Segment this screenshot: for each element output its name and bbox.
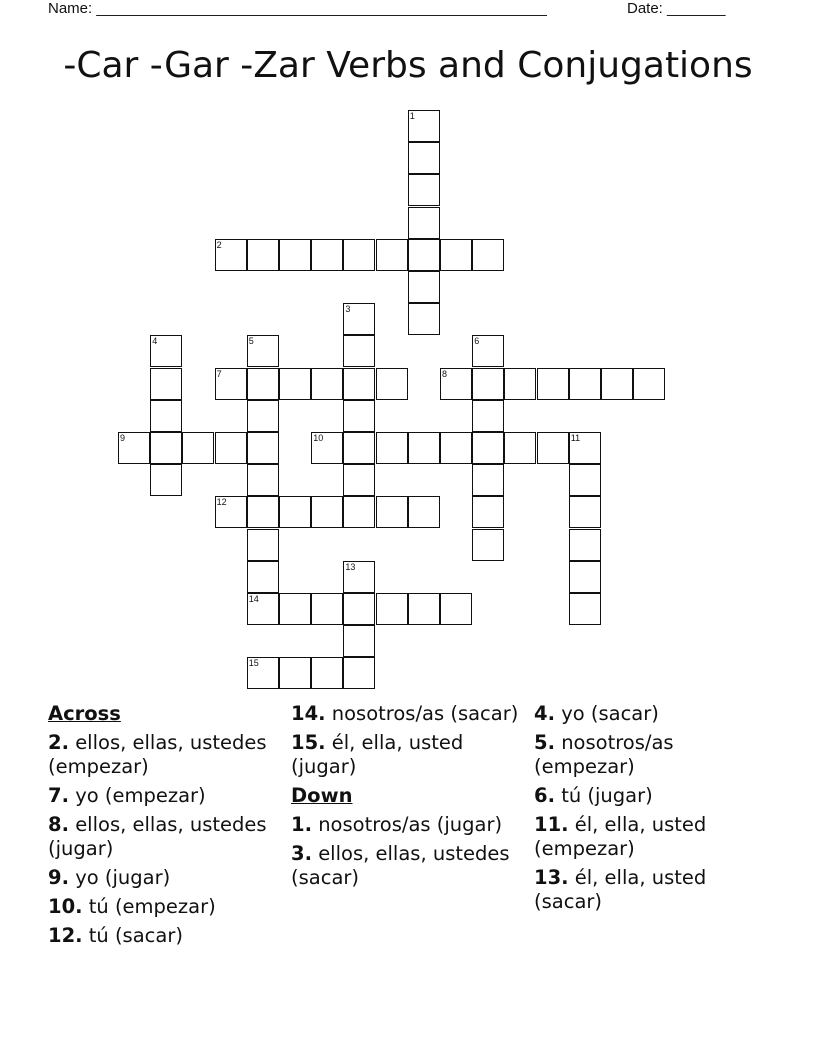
date-field-label: Date: _______ [627,0,726,17]
grid-cell[interactable] [343,368,375,400]
clue-number: 14 [248,594,259,604]
grid-cell[interactable] [376,239,408,271]
grid-cell[interactable] [247,368,279,400]
clue-number: 3 [345,304,351,315]
grid-cell[interactable] [633,368,665,400]
clue-across-14: 14. nosotros/as (sacar) [291,702,519,725]
grid-cell[interactable] [343,657,375,689]
grid-cell[interactable] [408,174,440,206]
grid-cell[interactable] [215,368,247,400]
grid-cell[interactable] [311,496,343,528]
grid-cell[interactable] [601,368,633,400]
grid-cell[interactable] [150,464,182,496]
across-heading: Across [48,702,121,725]
clue-number: 9 [120,433,126,443]
clue-down-5: 5. nosotros/as (empezar) [534,731,674,778]
clue-down-4: 4. yo (sacar) [534,702,659,725]
grid-cell[interactable] [569,529,601,561]
clue-number: 2 [216,239,222,250]
grid-cell[interactable] [343,625,375,657]
clue-down-11: 11. él, ella, usted (empezar) [534,813,707,860]
clue-number: 15 [248,658,259,669]
grid-cell[interactable] [537,368,569,400]
grid-cell[interactable] [311,239,343,271]
grid-cell[interactable] [343,432,375,464]
grid-cell[interactable] [343,464,375,496]
grid-cell[interactable] [408,142,440,174]
grid-cell[interactable] [247,496,279,528]
clue-down-1: 1. nosotros/as (jugar) [291,813,503,836]
grid-cell[interactable] [311,657,343,689]
grid-cell[interactable] [408,593,440,625]
grid-cell[interactable] [247,593,279,625]
grid-cell[interactable] [247,400,279,432]
down-heading: Down [291,784,353,807]
clue-across-15: 15. él, ella, usted (jugar) [291,731,464,778]
grid-cell[interactable] [118,432,150,464]
grid-cell[interactable] [215,496,247,528]
grid-cell[interactable] [408,110,440,142]
grid-cell[interactable] [343,561,375,593]
clue-across-8: 8. ellos, ellas, ustedes (jugar) [48,813,267,860]
grid-cell[interactable] [376,496,408,528]
clue-across-7: 7. yo (empezar) [48,784,206,807]
page-title: -Car -Gar -Zar Verbs and Conjugations [63,45,753,86]
grid-cell[interactable] [215,432,247,464]
grid-cell[interactable] [569,496,601,528]
grid-cell[interactable] [150,368,182,400]
grid-cell[interactable] [247,529,279,561]
grid-cell[interactable] [343,496,375,528]
grid-cell[interactable] [408,207,440,239]
grid-cell[interactable] [215,239,247,271]
grid-cell[interactable] [247,432,279,464]
grid-cell[interactable] [247,335,279,367]
grid-cell[interactable] [343,400,375,432]
clues-column-3 [534,702,774,919]
grid-cell[interactable] [472,400,504,432]
grid-cell[interactable] [247,561,279,593]
grid-cell[interactable] [150,335,182,367]
grid-cell[interactable] [440,368,472,400]
clue-across-2: 2. ellos, ellas, ustedes (empezar) [48,731,267,778]
grid-cell[interactable] [343,593,375,625]
grid-cell[interactable] [311,432,343,464]
clue-down-6: 6. tú (jugar) [534,784,653,807]
clue-across-9: 9. yo (jugar) [48,866,171,889]
grid-cell[interactable] [247,464,279,496]
grid-cell[interactable] [279,657,311,689]
grid-cell[interactable] [569,432,601,464]
grid-cell[interactable] [537,432,569,464]
grid-cell[interactable] [376,593,408,625]
clues-column-1 [48,702,288,953]
grid-cell[interactable] [569,561,601,593]
grid-cell[interactable] [150,400,182,432]
clue-number: 1 [409,111,415,121]
clue-down-13: 13. él, ella, usted (sacar) [534,866,707,913]
grid-cell[interactable] [408,432,440,464]
clues-column-2 [291,702,531,895]
clue-number: 7 [216,368,222,379]
clue-number: 4 [152,336,158,347]
grid-cell[interactable] [182,432,214,464]
grid-cell[interactable] [408,239,440,271]
grid-cell[interactable] [343,335,375,367]
grid-cell[interactable] [247,239,279,271]
grid-cell[interactable] [247,657,279,689]
grid-cell[interactable] [408,303,440,335]
clue-number: 13 [345,561,356,572]
grid-cell[interactable] [343,303,375,335]
grid-cell[interactable] [279,496,311,528]
clue-down-3: 3. ellos, ellas, ustedes (sacar) [291,842,510,889]
clue-across-12: 12. tú (sacar) [48,924,183,947]
grid-cell[interactable] [376,432,408,464]
clue-number: 12 [216,497,227,508]
grid-cell[interactable] [343,239,375,271]
grid-cell[interactable] [472,239,504,271]
clue-across-10: 10. tú (empezar) [48,895,216,918]
clue-number: 11 [570,433,581,443]
grid-cell[interactable] [150,432,182,464]
grid-cell[interactable] [472,432,504,464]
grid-cell[interactable] [472,529,504,561]
grid-cell[interactable] [569,593,601,625]
grid-cell[interactable] [408,271,440,303]
clue-number: 6 [474,336,480,347]
grid-cell[interactable] [440,432,472,464]
grid-cell[interactable] [504,368,536,400]
grid-cell[interactable] [279,368,311,400]
grid-cell[interactable] [279,593,311,625]
grid-cell[interactable] [311,368,343,400]
grid-cell[interactable] [569,464,601,496]
grid-cell[interactable] [472,368,504,400]
grid-cell[interactable] [376,368,408,400]
grid-cell[interactable] [472,335,504,367]
clue-number: 5 [248,336,254,347]
grid-cell[interactable] [440,593,472,625]
grid-cell[interactable] [311,593,343,625]
grid-cell[interactable] [504,432,536,464]
grid-cell[interactable] [440,239,472,271]
grid-cell[interactable] [569,368,601,400]
grid-cell[interactable] [472,464,504,496]
clue-number: 8 [442,368,448,379]
grid-cell[interactable] [279,239,311,271]
grid-cell[interactable] [408,496,440,528]
name-field-label: Name: ______________________________________________________ [48,0,547,17]
grid-cell[interactable] [472,496,504,528]
clue-number: 10 [313,433,324,443]
